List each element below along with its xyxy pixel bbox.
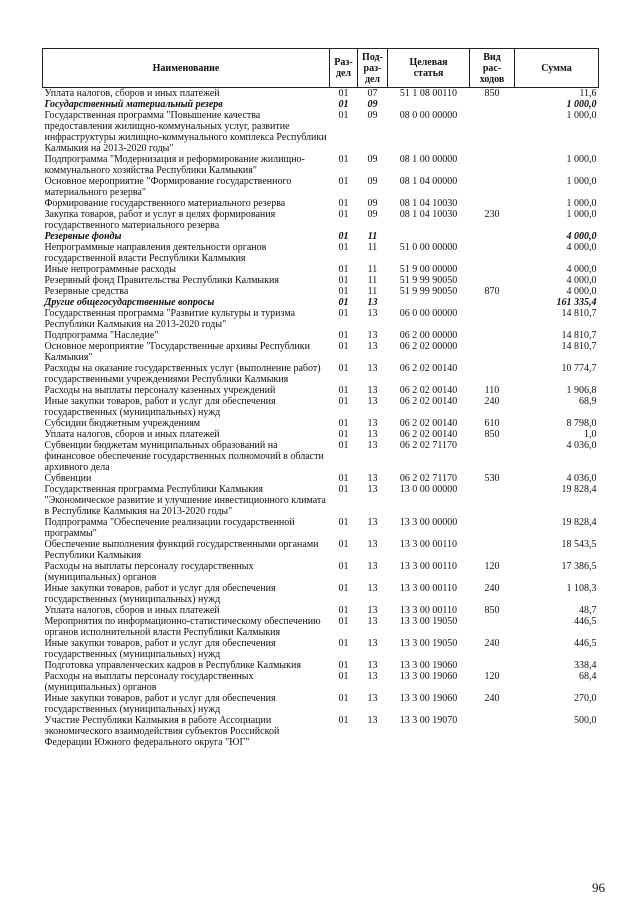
cell-name: Иные закупки товаров, работ и услуг для обеспечения государственных (муниципальных) нужд	[44, 396, 276, 418]
cell-podr: 13	[367, 418, 378, 429]
cell-sum: 1 000,0	[566, 154, 597, 165]
cell-podr: 13	[367, 517, 378, 528]
cell-name: Обеспечение выполнения функций государственными органами Республики Калмыкия	[44, 539, 319, 561]
cell-cel: 13 3 00 00110	[399, 605, 458, 616]
cell-cel: 13 3 00 19050	[399, 616, 458, 627]
table-row	[43, 429, 599, 440]
cell-sum: 4 036,0	[566, 473, 597, 484]
table-row	[43, 198, 599, 209]
cell-vid	[470, 231, 515, 242]
cell-vid	[470, 616, 515, 638]
table-row	[43, 363, 599, 385]
cell-vid: 850	[484, 605, 500, 616]
cell-cel: 08 1 04 00000	[399, 176, 458, 187]
cell-cel: 08 1 04 10030	[399, 209, 458, 220]
cell-vid	[470, 330, 515, 341]
cell-podr: 13	[367, 484, 378, 495]
cell-cel: 13 3 00 19050	[399, 638, 458, 649]
cell-sum: 1 000,0	[566, 209, 597, 220]
table-row	[43, 660, 599, 671]
cell-vid	[470, 484, 515, 517]
cell-podr: 13	[367, 473, 378, 484]
cell-name: Субсидии бюджетным учреждениям	[44, 418, 201, 429]
cell-sum: 68,4	[579, 671, 597, 682]
cell-razd: 01	[338, 693, 349, 704]
table-row	[43, 561, 599, 583]
cell-sum: 1,0	[584, 429, 597, 440]
cell-sum: 1 000,0	[566, 99, 597, 110]
cell-sum: 14 810,7	[561, 308, 597, 319]
cell-cel: 06 0 00 00000	[399, 308, 458, 319]
cell-razd: 01	[338, 484, 349, 495]
cell-podr: 13	[367, 561, 378, 572]
cell-podr: 13	[367, 385, 378, 396]
cell-sum: 68,9	[579, 396, 597, 407]
header-razdel: Раз- дел	[330, 49, 358, 88]
cell-cel: 51 9 00 00000	[399, 264, 458, 275]
cell-podr: 11	[367, 264, 378, 275]
cell-cel	[388, 99, 470, 110]
cell-podr: 13	[367, 330, 378, 341]
cell-sum: 8 798,0	[566, 418, 597, 429]
cell-vid: 610	[484, 418, 500, 429]
cell-podr: 11	[367, 231, 378, 242]
cell-sum: 4 000,0	[566, 286, 597, 297]
cell-cel: 13 3 00 19060	[399, 671, 458, 682]
cell-razd: 01	[338, 110, 349, 121]
table-row	[43, 638, 599, 660]
cell-vid	[470, 297, 515, 308]
cell-podr: 11	[367, 286, 378, 297]
table-row	[43, 308, 599, 330]
budget-table	[42, 48, 599, 748]
cell-name: Субвенции бюджетам муниципальных образований на финансовое обеспечение государственных полномочий в области архивного дела	[44, 440, 324, 473]
table-row	[43, 88, 599, 100]
cell-sum: 1 906,8	[566, 385, 597, 396]
cell-vid: 120	[484, 671, 500, 682]
cell-razd: 01	[338, 517, 349, 528]
cell-name: Непрограммные направления деятельности органов государственной власти Республики Калмыкия	[44, 242, 267, 264]
cell-vid	[470, 715, 515, 748]
cell-cel: 13 3 00 19060	[399, 693, 458, 704]
cell-podr: 11	[367, 275, 378, 286]
table-row	[43, 176, 599, 198]
section-row	[43, 99, 599, 110]
cell-razd: 01	[338, 297, 349, 308]
table-row	[43, 385, 599, 396]
cell-cel: 06 2 02 00140	[399, 396, 458, 407]
cell-cel: 13 3 00 00110	[399, 583, 458, 594]
cell-name: Иные закупки товаров, работ и услуг для обеспечения государственных (муниципальных) нужд	[44, 693, 276, 715]
cell-podr: 13	[367, 693, 378, 704]
cell-name: Формирование государственного материального резерва	[44, 198, 286, 209]
cell-vid	[470, 198, 515, 209]
cell-sum: 1 108,3	[566, 583, 597, 594]
cell-name: Основное мероприятие "Формирование государственного материального резерва"	[44, 176, 292, 198]
cell-podr: 09	[367, 198, 378, 209]
section-row	[43, 297, 599, 308]
cell-podr: 13	[367, 396, 378, 407]
cell-name: Основное мероприятие "Государственные архивы Республики Калмыкия"	[44, 341, 310, 363]
cell-sum: 4 000,0	[566, 231, 597, 242]
cell-sum: 4 000,0	[566, 264, 597, 275]
table-row	[43, 671, 599, 693]
header-podrazdel: Под- раз- дел	[358, 49, 388, 88]
cell-vid: 230	[484, 209, 500, 220]
cell-razd: 01	[338, 330, 349, 341]
header-vid-rashodov: Вид рас- ходов	[470, 49, 515, 88]
table-row	[43, 154, 599, 176]
cell-podr: 13	[367, 638, 378, 649]
cell-cel: 06 2 02 00140	[399, 385, 458, 396]
cell-razd: 01	[338, 473, 349, 484]
cell-vid	[470, 264, 515, 275]
cell-name: Подготовка управленческих кадров в Республике Калмыкия	[44, 660, 301, 671]
cell-podr: 09	[367, 110, 378, 121]
cell-razd: 01	[338, 363, 349, 374]
cell-vid: 850	[484, 429, 500, 440]
cell-podr: 13	[367, 429, 378, 440]
cell-podr: 13	[367, 341, 378, 352]
cell-vid: 240	[484, 693, 500, 704]
cell-razd: 01	[338, 88, 349, 99]
cell-sum: 270,0	[574, 693, 597, 704]
cell-sum: 446,5	[574, 616, 597, 627]
cell-cel: 06 2 02 00140	[399, 418, 458, 429]
header-celevaya-statya: Целевая статья	[388, 49, 470, 88]
cell-razd: 01	[338, 429, 349, 440]
table-row	[43, 341, 599, 363]
header-name: Наименование	[43, 49, 330, 88]
cell-cel: 13 3 00 19070	[399, 715, 458, 726]
cell-vid	[470, 308, 515, 330]
cell-podr: 13	[367, 616, 378, 627]
cell-name: Подпрограмма "Обеспечение реализации государственной программы"	[44, 517, 295, 539]
cell-podr: 13	[367, 363, 378, 374]
cell-razd: 01	[338, 209, 349, 220]
cell-sum: 19 828,4	[561, 517, 597, 528]
cell-vid	[470, 517, 515, 539]
cell-razd: 01	[338, 638, 349, 649]
cell-sum: 19 828,4	[561, 484, 597, 495]
cell-vid	[470, 275, 515, 286]
cell-name: Резервные фонды	[44, 231, 122, 242]
cell-podr: 13	[367, 671, 378, 682]
table-row	[43, 616, 599, 638]
cell-podr: 13	[367, 308, 378, 319]
cell-cel: 06 2 02 00140	[399, 363, 458, 374]
cell-podr: 11	[367, 242, 378, 253]
cell-vid	[470, 363, 515, 385]
cell-razd: 01	[338, 616, 349, 627]
cell-vid: 110	[484, 385, 500, 396]
cell-name: Уплата налогов, сборов и иных платежей	[44, 605, 220, 616]
cell-name: Подпрограмма "Модернизация и реформирование жилищно-коммунального хозяйства Республики Калмыкия"	[44, 154, 305, 176]
cell-cel: 51 0 00 00000	[399, 242, 458, 253]
cell-sum: 1 000,0	[566, 198, 597, 209]
cell-cel: 06 2 02 71170	[399, 473, 458, 484]
cell-cel: 13 0 00 00000	[399, 484, 458, 495]
table-row	[43, 209, 599, 231]
cell-vid	[470, 341, 515, 363]
cell-podr: 13	[367, 605, 378, 616]
cell-cel: 08 0 00 00000	[399, 110, 458, 121]
cell-razd: 01	[338, 385, 349, 396]
cell-sum: 18 543,5	[561, 539, 597, 550]
cell-sum: 4 036,0	[566, 440, 597, 451]
cell-razd: 01	[338, 231, 349, 242]
cell-podr: 13	[367, 660, 378, 671]
cell-name: Резервные средства	[44, 286, 129, 297]
table-row	[43, 286, 599, 297]
cell-name: Уплата налогов, сборов и иных платежей	[44, 429, 220, 440]
cell-name: Участие Республики Калмыкия в работе Ассоциации экономического взаимодействия субъектов Российской Федерации Южного федерального округа "ЮГ"	[44, 715, 280, 748]
cell-sum: 11,6	[579, 88, 597, 99]
cell-razd: 01	[338, 198, 349, 209]
cell-razd: 01	[338, 99, 349, 110]
cell-sum: 14 810,7	[561, 341, 597, 352]
cell-sum: 10 774,7	[561, 363, 597, 374]
cell-sum: 4 000,0	[566, 275, 597, 286]
cell-razd: 01	[338, 418, 349, 429]
cell-name: Государственная программа Республики Калмыкия "Экономическое развитие и улучшение инвестиционного климата в Республике Калмыкия на 2013-2020 годы"	[44, 484, 326, 517]
cell-podr: 13	[367, 583, 378, 594]
cell-cel: 13 3 00 00110	[399, 561, 458, 572]
table-body	[43, 88, 599, 749]
table-row	[43, 110, 599, 154]
cell-razd: 01	[338, 660, 349, 671]
cell-cel: 13 3 00 00110	[399, 539, 458, 550]
cell-podr: 13	[367, 715, 378, 726]
cell-vid: 530	[484, 473, 500, 484]
cell-name: Уплата налогов, сборов и иных платежей	[44, 88, 220, 99]
cell-sum: 1 000,0	[566, 110, 597, 121]
cell-name: Иные непрограммные расходы	[44, 264, 176, 275]
header-summa: Сумма	[515, 49, 599, 88]
cell-podr: 13	[367, 440, 378, 451]
cell-podr: 09	[367, 99, 378, 110]
cell-razd: 01	[338, 154, 349, 165]
cell-sum: 48,7	[579, 605, 597, 616]
table-row	[43, 473, 599, 484]
cell-name: Расходы на выплаты персоналу казенных учреждений	[44, 385, 276, 396]
cell-cel: 06 2 00 00000	[399, 330, 458, 341]
cell-razd: 01	[338, 396, 349, 407]
cell-razd: 01	[338, 275, 349, 286]
cell-vid	[470, 539, 515, 561]
cell-name: Государственная программа "Развитие культуры и туризма Республики Калмыкия на 2013-2020 годы"	[44, 308, 296, 330]
cell-vid: 120	[484, 561, 500, 572]
cell-cel: 06 2 02 71170	[399, 440, 458, 451]
table-row	[43, 583, 599, 605]
table-row	[43, 693, 599, 715]
cell-cel: 13 3 00 00000	[399, 517, 458, 528]
cell-vid: 870	[484, 286, 500, 297]
cell-razd: 01	[338, 671, 349, 682]
cell-razd: 01	[338, 264, 349, 275]
cell-razd: 01	[338, 539, 349, 550]
cell-vid	[470, 154, 515, 176]
table-row	[43, 396, 599, 418]
cell-razd: 01	[338, 715, 349, 726]
cell-vid	[470, 440, 515, 473]
cell-cel: 51 9 99 90050	[399, 275, 458, 286]
table-row	[43, 715, 599, 748]
cell-podr: 09	[367, 209, 378, 220]
cell-razd: 01	[338, 561, 349, 572]
cell-vid	[470, 99, 515, 110]
table-row	[43, 275, 599, 286]
cell-name: Государственная программа "Повышение качества предоставления жилищно-коммунальных услуг, развитие инфраструктуры жилищно-коммунального комплекса Республики Калмыкия на 2013-2020 годы"	[44, 110, 327, 154]
page-number: 96	[592, 880, 605, 895]
cell-name: Резервный фонд Правительства Республики Калмыкия	[44, 275, 279, 286]
cell-cel: 08 1 04 10030	[399, 198, 458, 209]
cell-razd: 01	[338, 286, 349, 297]
cell-vid: 240	[484, 638, 500, 649]
cell-vid: 850	[484, 88, 500, 99]
cell-name: Иные закупки товаров, работ и услуг для обеспечения государственных (муниципальных) нужд	[44, 583, 276, 605]
cell-sum: 338,4	[574, 660, 597, 671]
table-row	[43, 539, 599, 561]
cell-cel: 13 3 00 19060	[399, 660, 458, 671]
cell-vid	[470, 110, 515, 154]
cell-razd: 01	[338, 341, 349, 352]
table-header	[43, 49, 599, 88]
cell-cel: 08 1 00 00000	[399, 154, 458, 165]
cell-sum: 1 000,0	[566, 176, 597, 187]
cell-name: Мероприятия по информационно-статистическому обеспечению органов исполнительной власти Республики Калмыкия	[44, 616, 321, 638]
cell-razd: 01	[338, 308, 349, 319]
cell-name: Расходы на оказание государственных услуг (выполнение работ) государственными учреждениями Республики Калмыкия	[44, 363, 321, 385]
cell-vid: 240	[484, 583, 500, 594]
cell-sum: 14 810,7	[561, 330, 597, 341]
cell-razd: 01	[338, 583, 349, 594]
cell-sum: 500,0	[574, 715, 597, 726]
cell-cel: 06 2 02 00000	[399, 341, 458, 352]
cell-name: Расходы на выплаты персоналу государственных (муниципальных) органов	[44, 561, 254, 583]
table-row	[43, 242, 599, 264]
cell-razd: 01	[338, 605, 349, 616]
cell-podr: 07	[367, 88, 378, 99]
cell-name: Подпрограмма "Наследие"	[44, 330, 159, 341]
table-row	[43, 517, 599, 539]
cell-sum: 446,5	[574, 638, 597, 649]
cell-cel: 51 1 08 00110	[399, 88, 458, 99]
cell-podr: 13	[367, 297, 378, 308]
cell-sum: 4 000,0	[566, 242, 597, 253]
cell-name: Субвенции	[44, 473, 92, 484]
cell-podr: 09	[367, 154, 378, 165]
cell-vid: 240	[484, 396, 500, 407]
cell-vid	[470, 176, 515, 198]
cell-name: Государственный материальный резерв	[44, 99, 223, 110]
cell-vid	[470, 660, 515, 671]
cell-razd: 01	[338, 176, 349, 187]
table-row	[43, 440, 599, 473]
cell-podr: 13	[367, 539, 378, 550]
table-row	[43, 605, 599, 616]
cell-name: Закупка товаров, работ и услуг в целях формирования государственного материального резерва	[44, 209, 276, 231]
cell-vid	[470, 242, 515, 264]
cell-sum: 17 386,5	[561, 561, 597, 572]
table-row	[43, 418, 599, 429]
table-row	[43, 484, 599, 517]
cell-razd: 01	[338, 242, 349, 253]
cell-cel	[388, 231, 470, 242]
cell-cel: 06 2 02 00140	[399, 429, 458, 440]
cell-sum: 161 335,4	[556, 297, 597, 308]
cell-name: Иные закупки товаров, работ и услуг для обеспечения государственных (муниципальных) нужд	[44, 638, 276, 660]
cell-name: Другие общегосударственные вопросы	[44, 297, 215, 308]
cell-cel	[388, 297, 470, 308]
section-row	[43, 231, 599, 242]
cell-cel: 51 9 99 90050	[399, 286, 458, 297]
cell-name: Расходы на выплаты персоналу государственных (муниципальных) органов	[44, 671, 254, 693]
table-row	[43, 264, 599, 275]
cell-podr: 09	[367, 176, 378, 187]
table-row	[43, 330, 599, 341]
cell-razd: 01	[338, 440, 349, 451]
